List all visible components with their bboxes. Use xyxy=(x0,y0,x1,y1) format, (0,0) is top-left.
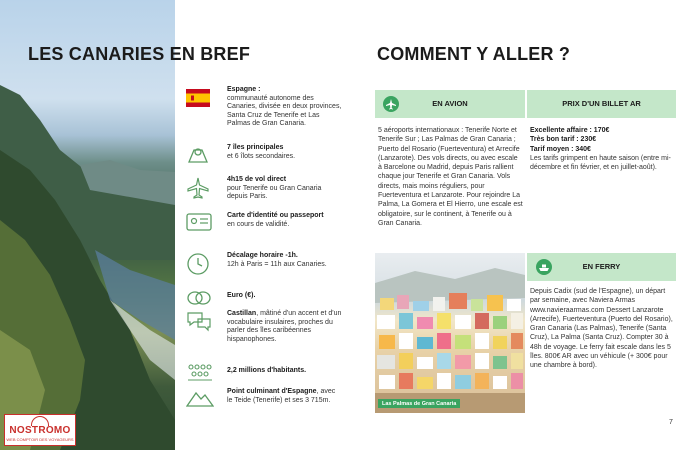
las-palmas-photo xyxy=(375,253,525,413)
coastline-photo xyxy=(0,0,175,450)
airplane-icon xyxy=(186,176,216,202)
spain-flag-icon xyxy=(186,86,216,112)
globe-icon xyxy=(31,416,49,426)
fact-text: 12h à Paris = 11h aux Canaries. xyxy=(227,260,327,268)
prix-bon: Très bon tarif : 230€ xyxy=(530,136,597,144)
fact-title: Espagne : xyxy=(227,86,261,93)
ferry-body: Depuis Cadix (sud de l'Espagne), un départ par semaine, avec Naviera Armas www.navieraarmas.com Dessert Lanzarote (Arrecife), Fuerteventura (Puerto del Rosario), Gran Canaria (Las Palmas), Tenerife (Santa Cruz), La Palma (Santa Cruz). Compter 30 à 48h de voyage. Le ferry fait escale dans les 5 îles. 800€ AR avec un véhicule (+ 300€ pour une chambre à bord). xyxy=(530,288,673,370)
id-card-icon xyxy=(186,212,216,238)
ferry-title: EN FERRY xyxy=(582,262,621,271)
map-pin-icon xyxy=(186,144,216,170)
fact-title: 2,2 millions d'habitants. xyxy=(227,367,307,374)
fact-text: communauté autonome des Canaries, divisée en deux provinces, Santa Cruz de Tenerife et Las Palmas de Gran Canaria. xyxy=(227,94,342,128)
ferry-header xyxy=(527,253,676,281)
fact-text: , avec le Teide (Tenerife) et ses 3 715m. xyxy=(227,388,336,404)
cliff-landscape-illustration xyxy=(0,0,175,450)
avion-body: 5 aéroports internationaux : Tenerife Norte et Tenerife Sur ; Las Palmas de Gran Canaria ; Puerto del Rosario (Fuerteventura) et Arrecife (Lanzarote). Des vols directs, ou avec escale à Barcelone ou Madrid, depuis Paris rallient chaque jour Tenerife et Gran Canaria. Vols directs, mais moins réguliers, pour Fuerteventura et Lanzarote. Pour rejoindre La Palma, La Gomera et El Hierro, une escale est obligatoire, sur le continent, à Tenerife ou à Gran Canaria. xyxy=(378,127,523,227)
fact-title: Euro (€). xyxy=(227,292,256,299)
logo-name: NOSTROMO xyxy=(9,425,71,436)
logo-tagline: WEB COMPTOIR DES VOYAGEURS xyxy=(6,437,74,442)
page-number: 7 xyxy=(669,419,673,426)
crowd-icon xyxy=(186,362,216,388)
airplane-badge-icon xyxy=(383,96,399,112)
prix-excellente: Excellente affaire : 170€ xyxy=(530,127,610,134)
speech-bubbles-icon xyxy=(186,310,216,336)
avion-title: EN AVION xyxy=(432,99,468,108)
mountain-icon xyxy=(186,388,216,414)
fact-text: en cours de validité. xyxy=(227,220,290,228)
clock-icon xyxy=(186,252,216,278)
fact-title: 7 îles principales xyxy=(227,144,284,151)
fact-title: Point culminant d'Espagne xyxy=(227,388,317,395)
prix-text xyxy=(530,126,675,172)
photo-caption: Las Palmas de Gran Canaria xyxy=(378,399,460,408)
fact-title: 4h15 de vol direct xyxy=(227,176,287,183)
fact-title: Castillan xyxy=(227,310,257,317)
ferry-text xyxy=(530,287,675,371)
prix-moyen: Tarif moyen : 340€ xyxy=(530,145,591,153)
section-title-bref: LES CANARIES EN BREF xyxy=(28,44,251,64)
prix-header xyxy=(527,90,676,118)
section-title-comment-y-aller: COMMENT Y ALLER ? xyxy=(377,44,571,64)
prix-note: Les tarifs grimpent en haute saison (entre mi-décembre et fin février, et en juillet-août). xyxy=(530,154,671,172)
fact-title: Décalage horaire -1h. xyxy=(227,252,298,259)
ship-badge-icon xyxy=(536,259,552,275)
fact-text: et 6 îlots secondaires. xyxy=(227,152,296,160)
nostromo-logo xyxy=(4,414,76,446)
city-houses-illustration xyxy=(375,253,525,413)
fact-text: pour Tenerife ou Gran Canaria depuis Paris. xyxy=(227,184,322,201)
prix-title: PRIX D'UN BILLET AR xyxy=(562,99,641,108)
fact-title: Carte d'identité ou passeport xyxy=(227,212,324,219)
avion-text xyxy=(378,126,523,228)
fact-text: , mâtiné d'un accent et d'un vocabulaire insulaires, proches du parler des îles caribéennes hispanophones. xyxy=(227,310,342,343)
avion-header xyxy=(375,90,525,118)
